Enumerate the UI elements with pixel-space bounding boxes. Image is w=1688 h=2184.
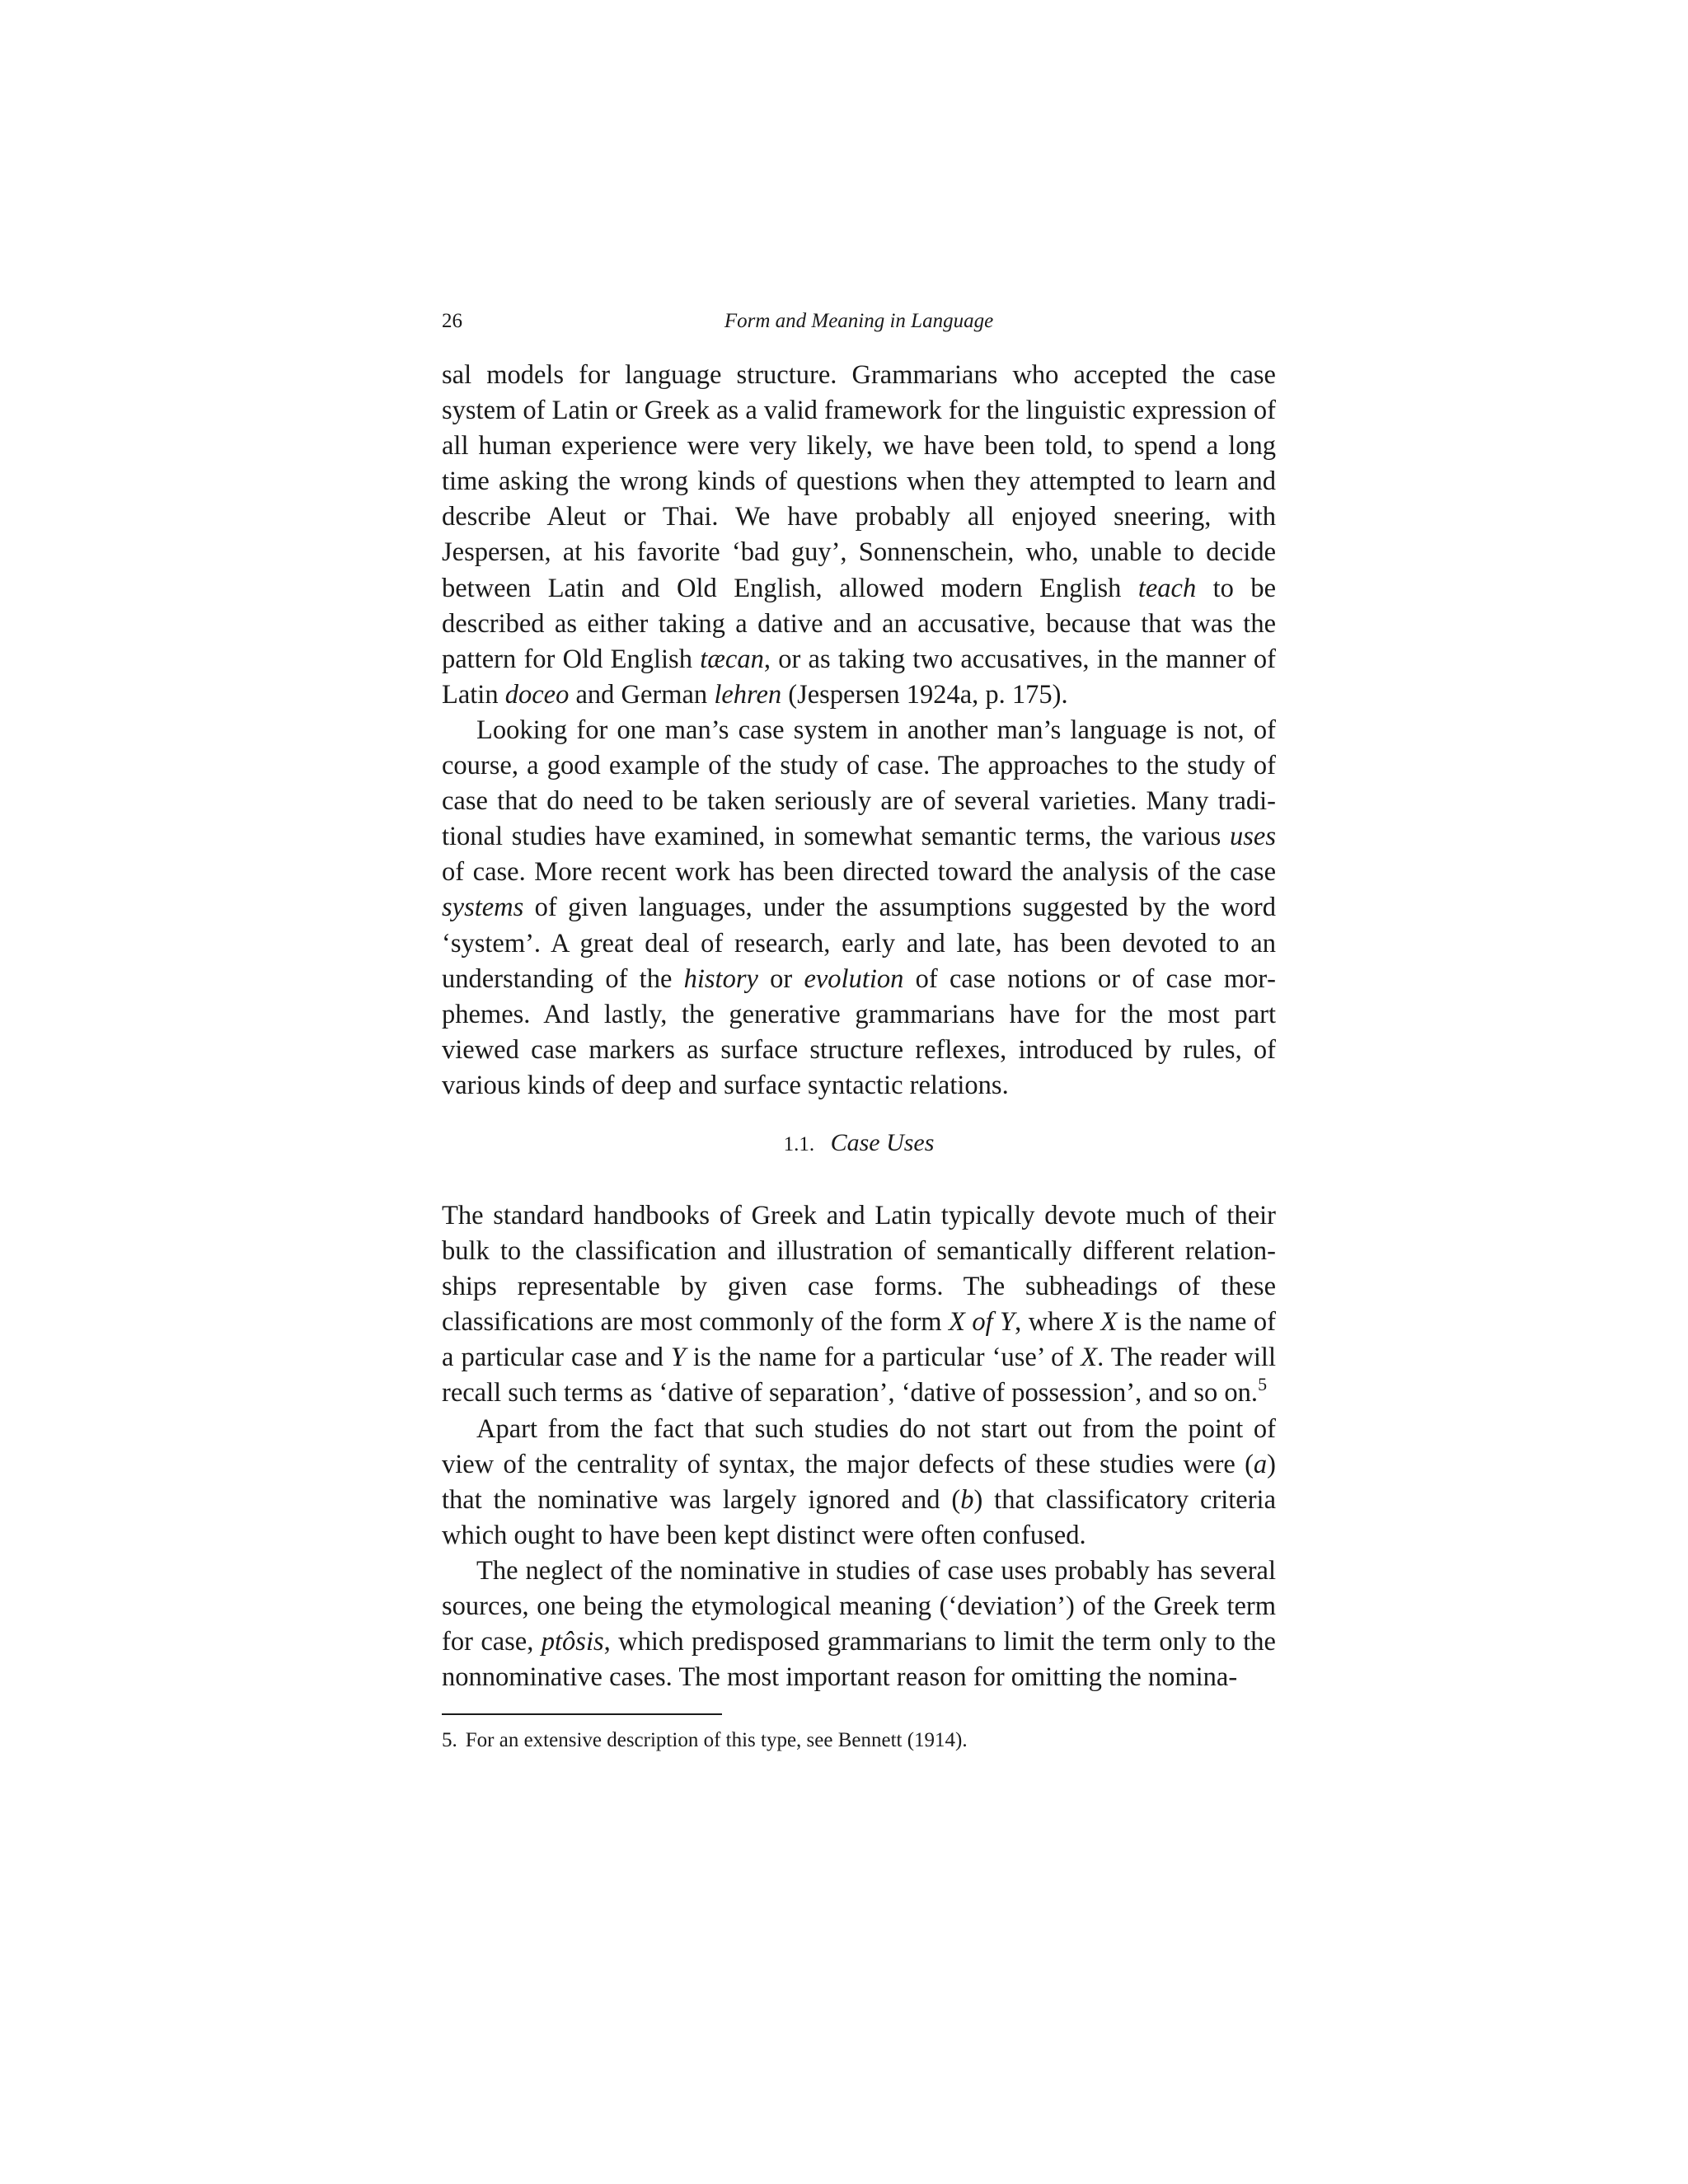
paragraph bbox=[442, 1198, 1276, 1412]
text-run: is the name for a particular ‘use’ of bbox=[685, 1343, 1081, 1373]
text-run: sal models for language structure. Grammarians who accepted the case system of Latin or Greek as a valid framework for the linguistic expression of all human experience were very likely, we have been told, to spend a long time asking the wrong kinds of questions when they attempted to learn and describe Aleut or Thai. We have probably all enjoyed sneering, with Jespersen, at his favorite ‘bad guy’, Sonnenschein, who, unable to decide between Latin and Old English, allowed modern English bbox=[442, 360, 1276, 603]
section-heading bbox=[442, 1125, 1276, 1162]
text-run: (Jespersen 1924a, p. 175). bbox=[781, 679, 1068, 710]
text-run: . The reader will recall such terms as ‘dative of separation’, ‘dative of possession’, and so on. bbox=[442, 1343, 1276, 1408]
text-run: of given languages, under the assumptions suggested by the word ‘system’. A great deal of research, early and late, has been devoted to an understanding of the bbox=[442, 893, 1276, 994]
text-run: , which predisposed grammarians to limit the term only to the nonnominative cases. The most important reason for omitting the nomina- bbox=[442, 1627, 1276, 1693]
footnote-number: 5. bbox=[442, 1729, 457, 1752]
text-run: The neglect of the nominative in studies of case uses probably has several sources, one being the etymological meaning (‘deviation’) of the Greek term for case, bbox=[442, 1555, 1276, 1657]
footnote-rule bbox=[442, 1713, 722, 1715]
italic-term: Y bbox=[670, 1343, 686, 1373]
text-run: Looking for one man’s case system in another man’s language is not, of course, a good example of the study of case. The approaches to the study of case that do need to be taken seriously are of several varieties. Many traditional studies have examined, in somewhat semantic terms, the various bbox=[442, 715, 1276, 852]
italic-term: X bbox=[1081, 1343, 1098, 1373]
text-run: The standard handbooks of Greek and Latin typically devote much of their bulk to the classification and illustration of semantically different relationships representable by given case forms. The subheadings of these classifications are most commonly of the form bbox=[442, 1200, 1276, 1338]
italic-term: uses bbox=[1230, 822, 1276, 852]
text-run: , or as taking two accusatives, in the manner of Latin bbox=[442, 644, 1276, 710]
italic-term: doceo bbox=[504, 679, 570, 710]
page-number: 26 bbox=[442, 310, 462, 332]
book-page bbox=[442, 307, 1276, 1755]
running-title: Form and Meaning in Language bbox=[724, 310, 994, 332]
text-run: Apart from the fact that such studies do not start out from the point of view of the centrality of syntax, the major defects of these studies were ( bbox=[442, 1413, 1276, 1479]
paragraph bbox=[442, 1412, 1276, 1554]
italic-term: evolution bbox=[804, 963, 904, 994]
running-head bbox=[442, 307, 1276, 340]
italic-term: X of Y bbox=[949, 1307, 1015, 1338]
text-run: is the name of a particular case and bbox=[442, 1307, 1276, 1373]
section-title: Case Uses bbox=[830, 1128, 935, 1156]
italic-term: lehren bbox=[714, 679, 782, 710]
italic-term: teach bbox=[1137, 573, 1197, 603]
paragraph bbox=[442, 358, 1276, 713]
section-number: 1.1. bbox=[783, 1132, 815, 1155]
footnote-text: For an extensive description of this type, see Bennett (1914). bbox=[465, 1729, 968, 1752]
italic-term: ptôsis bbox=[541, 1627, 604, 1657]
paragraph bbox=[442, 1554, 1276, 1695]
italic-term: b bbox=[960, 1484, 974, 1515]
italic-term: X bbox=[1100, 1307, 1118, 1338]
text-run: of case. More recent work has been directed toward the analysis of the case bbox=[442, 857, 1276, 888]
italic-term: systems bbox=[442, 893, 524, 923]
italic-term: tæcan bbox=[700, 644, 764, 674]
text-run: or bbox=[757, 963, 804, 994]
text-run: , where bbox=[1015, 1307, 1101, 1338]
italic-term: history bbox=[683, 963, 758, 994]
text-run: to be described as either taking a dative and an accusative, because that was the pattern for Old English bbox=[442, 573, 1276, 674]
text-run: ) that classificatory criteria which ought to have been kept distinct were often confused. bbox=[442, 1484, 1276, 1550]
footnote bbox=[442, 1727, 1276, 1755]
text-run: of case notions or of case morphemes. And lastly, the generative grammarians have for the most part viewed case markers as surface structure reflexes, introduced by rules, of various kinds of deep and surface syntactic relations. bbox=[442, 963, 1276, 1100]
text-run: and German bbox=[569, 679, 715, 710]
paragraph bbox=[442, 713, 1276, 1104]
footnote-reference: 5 bbox=[1258, 1374, 1268, 1395]
text-run: ) that the nominative was largely ignored and ( bbox=[442, 1449, 1276, 1515]
italic-term: a bbox=[1253, 1449, 1268, 1479]
body-text bbox=[442, 358, 1276, 1695]
